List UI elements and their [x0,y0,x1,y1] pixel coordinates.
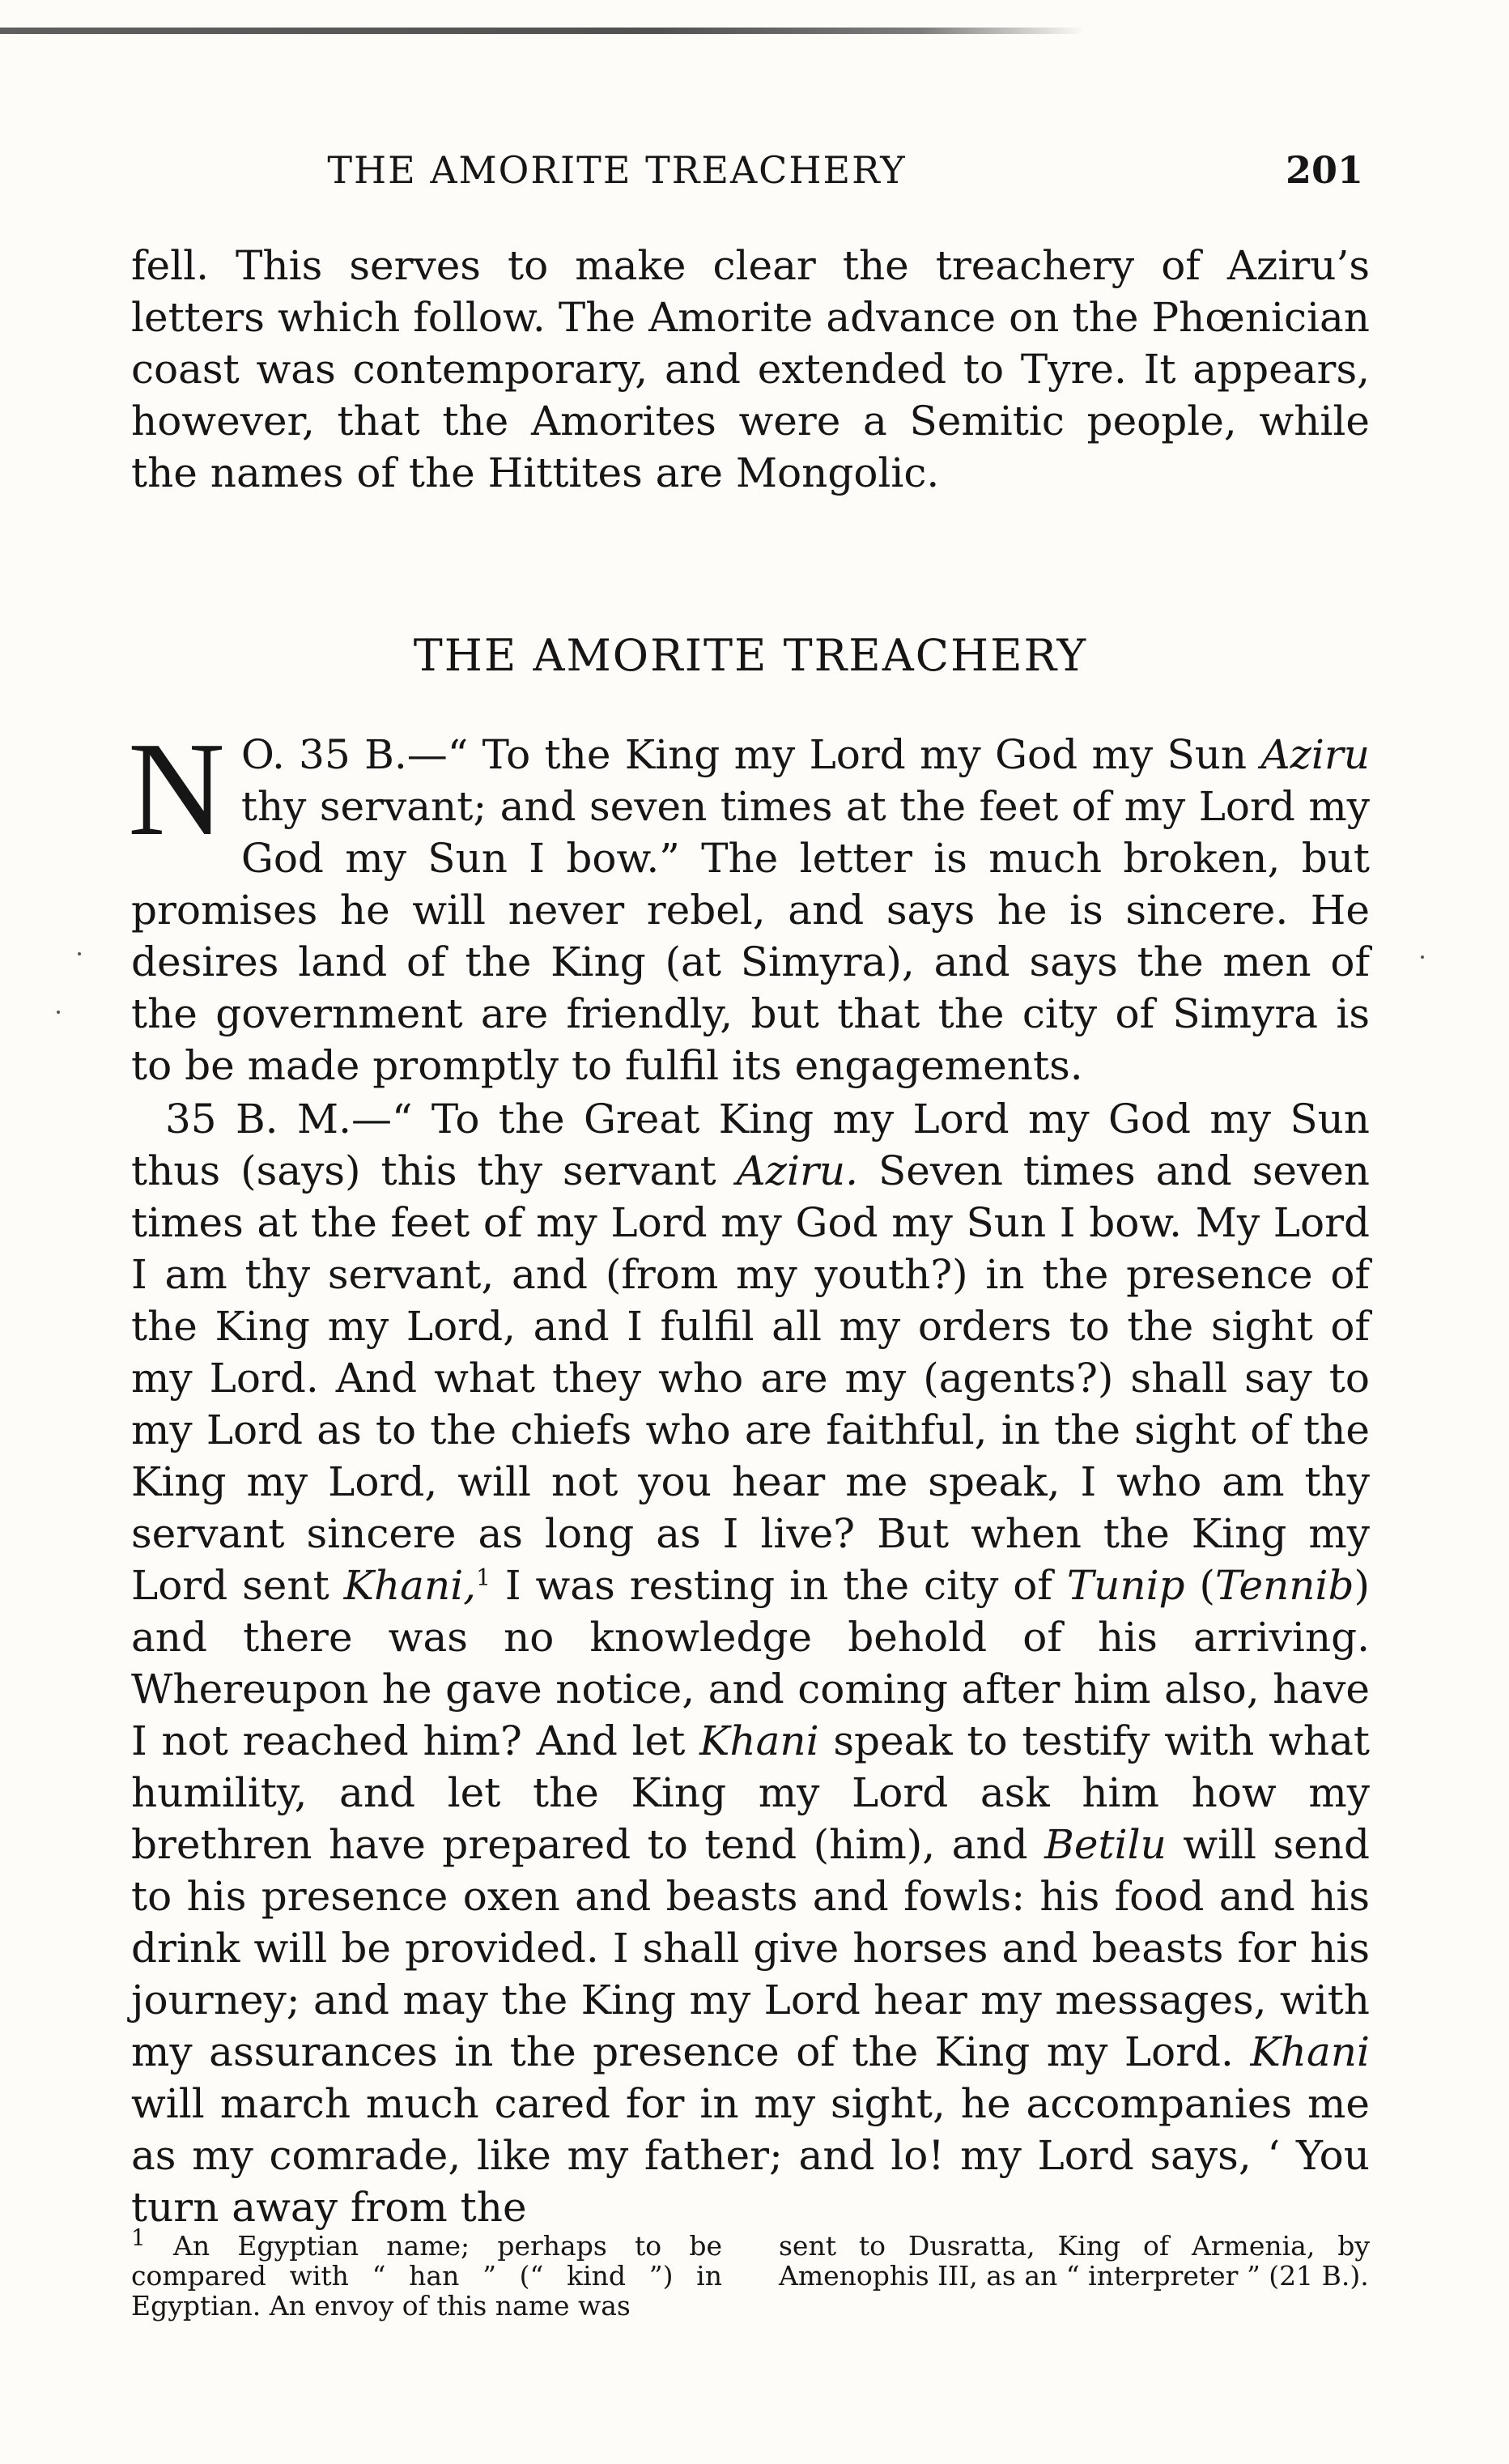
letter-text: ) and there was no knowledge behold of his arriving. Whereupon he gave notice, and coming after him also, have I not reached him? And let [131,1562,1370,1764]
intro-block [131,240,1370,499]
scan-speck [1421,955,1424,959]
letter-text: 35 B. M.—“ To the Great King my Lord my God my Sun thus (says) this thy servant [131,1096,1370,1194]
footnote-reference[interactable]: 1 [476,1564,491,1591]
letter-text: I was resting in the city of [490,1562,1067,1609]
running-head [131,146,1370,194]
name-tennib: Tennib [1215,1562,1354,1609]
intro-paragraph: fell. This serves to make clear the treachery of Aziru’s letters which follow. The Amorite advance on the Phœnician coast was contemporary, and extended to Tyre. It appears, however, that the Amorites were a Semitic people, while the names of the Hittites are Mongolic. [131,242,1370,496]
name-tunip: Tunip [1066,1562,1185,1609]
name-khani: Khani, [343,1562,477,1609]
letter-text: will march much cared for in my sight, he accompanies me as my comrade, like my father; and lo! my Lord says, ‘ You turn away from the [131,2080,1370,2231]
page-number: 201 [1285,148,1363,192]
name-khani: Khani [699,1717,819,1764]
scan-speck [78,952,81,955]
scan-speck [57,1011,60,1014]
section-heading: THE AMORITE TREACHERY [413,630,1088,681]
name-aziru: Aziru. [736,1147,859,1194]
name-betilu: Betilu [1044,1821,1167,1868]
letter-35bm-block [131,1093,1370,2233]
footnote-right-column: sent to Dusratta, King of Armenia, by Amenophis III, as an “ interpreter ” (21 B.). [779,2230,1370,2292]
footnote-left-column [131,2224,722,2321]
name-khani: Khani [1250,2028,1370,2075]
running-title: THE AMORITE TREACHERY [327,148,907,192]
letter-text: will send to his presence oxen and beasts and fowls: his food and his drink will be provided. I shall give horses and beasts for his journey; and may the King my Lord hear my messages, with my assurances in the presence of the King my Lord. [131,1821,1370,2075]
letter-35b-opening: O. 35 B.—“ To the King my Lord my God my Sun [240,731,1261,778]
footnote-text: An Egyptian name; perhaps to be compared with “ han ” (“ kind ”) in Egyptian. An envoy of this name was [131,2230,722,2321]
letter-text: ( [1184,1562,1216,1609]
letter-35b-paragraph [128,714,1370,1092]
scan-edge-line [0,28,1085,34]
letter-35bm-paragraph [131,1093,1370,2233]
letter-35b-block [128,714,1370,1092]
letter-text: Seven times and seven times at the feet of my Lord my God my Sun I bow. My Lord I am thy servant, and (from my youth?) in the presence of the King my Lord, and I fulfil all my orders to the sight of my Lord. And what they who are my (agents?) shall say to my Lord as to the chiefs who are faithful, in the sight of the King my Lord, will not you hear me speak, I who am thy servant sincere as long as I live? But when the King my Lord sent [131,1147,1370,1609]
drop-cap: N [128,714,225,863]
letter-text: speak to testify with what humility, and let the King my Lord ask him how my brethren have prepared to tend (him), and [131,1717,1370,1868]
letter-35b-body: thy servant; and seven times at the feet of my Lord my God my Sun I bow.” The letter is much broken, but promises he will never rebel, and says he is sincere. He desires land of the King (at Simyra), and says the men of the government are friendly, but that the city of Simyra is to be made promptly to fulfil its engagements. [131,783,1370,1089]
name-aziru: Aziru [1260,731,1370,778]
footnote-marker: 1 [131,2224,146,2251]
